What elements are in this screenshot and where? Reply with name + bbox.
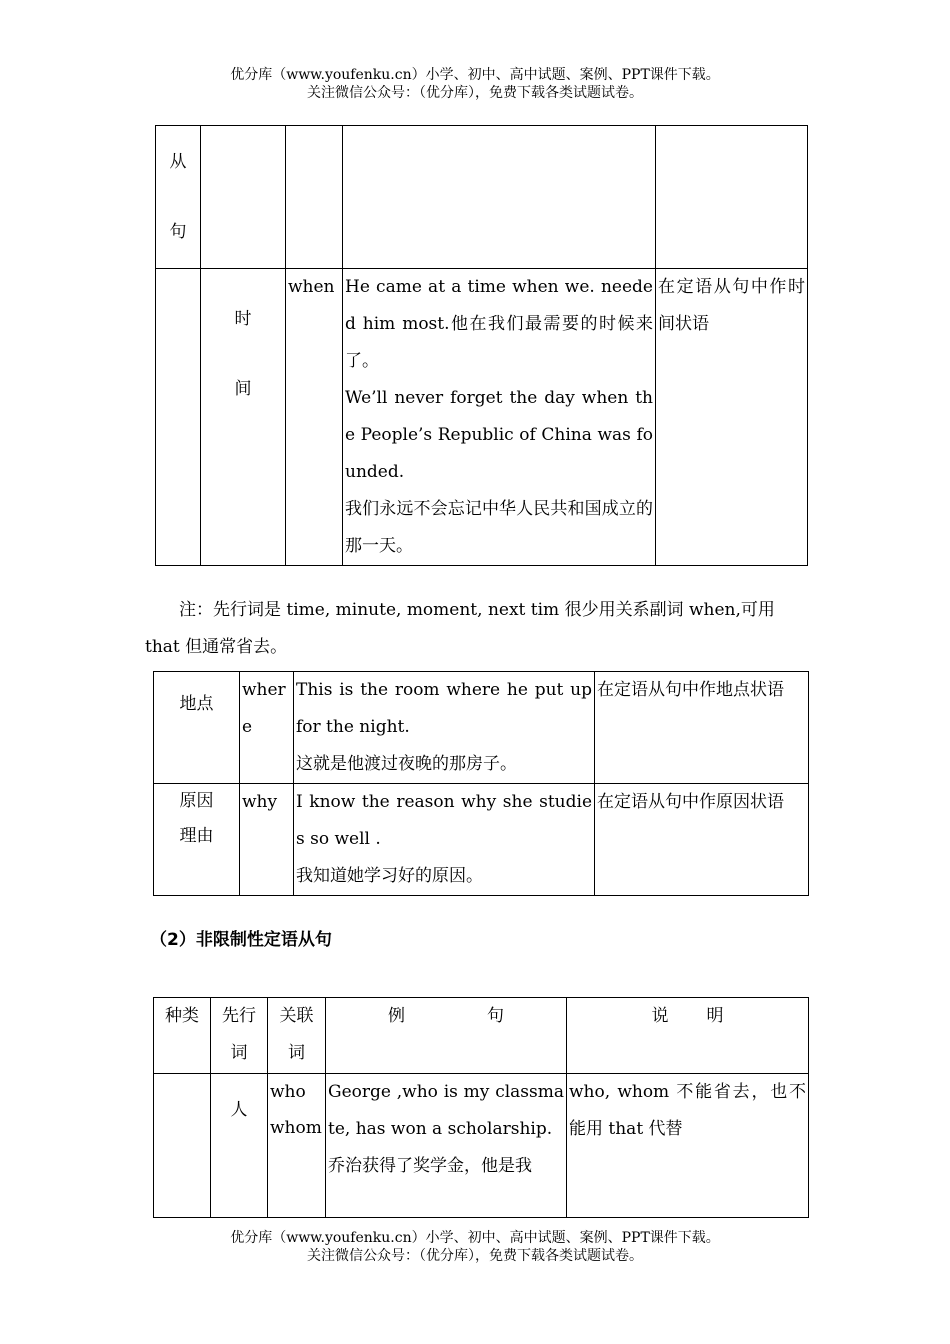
- empty-cell: [154, 1074, 211, 1218]
- header-antecedent-line-1: 先行: [222, 1006, 256, 1026]
- table-row: [156, 269, 808, 566]
- restrictive-clause-table-continued: [155, 125, 808, 566]
- example-sentence: This is the room where he put up for the night.: [296, 680, 592, 737]
- header-relative-line-1: 关联: [279, 1006, 314, 1026]
- footer-line-1: 优分库（www.youfenku.cn）小学、初中、高中试题、案例、PPT课件下载。: [230, 1230, 720, 1246]
- table-row: [156, 126, 808, 269]
- header-antecedent: [211, 998, 268, 1074]
- category-char-2: 句: [169, 222, 187, 242]
- relative-word-cell: when: [286, 269, 343, 566]
- relative-word-cell: [268, 1074, 326, 1218]
- explanation-cell: 在定语从句中作时间状语: [656, 269, 808, 566]
- example-translation: 这就是他渡过夜晚的那房子。: [296, 754, 517, 774]
- example-translation-2: 我们永远不会忘记中华人民共和国成立的那一天。: [345, 499, 653, 556]
- empty-cell: [343, 126, 656, 269]
- explanation-cell: 在定语从句中作原因状语: [595, 784, 809, 896]
- type-label-line-2: 理由: [179, 826, 214, 846]
- footer-line-2: 关注微信公众号：（优分库），免费下载各类试题试卷。: [307, 1248, 643, 1264]
- table-header-row: [154, 998, 809, 1074]
- relative-word-whom: whom: [270, 1118, 322, 1138]
- type-label-line-1: 原因: [179, 791, 214, 811]
- header-line-2: 关注微信公众号：（优分库），免费下载各类试题试卷。: [307, 85, 643, 101]
- header-line-1: 优分库（www.youfenku.cn）小学、初中、高中试题、案例、PPT课件下载。: [230, 67, 720, 83]
- example-cell: [294, 672, 595, 784]
- empty-cell: [201, 126, 286, 269]
- table-row: [154, 784, 809, 896]
- example-cell: [343, 269, 656, 566]
- example-translation: 我知道她学习好的原因。: [296, 866, 483, 886]
- header-kind: 种类: [154, 998, 211, 1074]
- header-relative-line-2: 词: [288, 1043, 305, 1063]
- header-example-char-2: 句: [487, 1006, 504, 1026]
- relative-word-who: who: [270, 1082, 306, 1102]
- table-row: [154, 672, 809, 784]
- header-example: [326, 998, 567, 1074]
- example-translation: 乔治获得了奖学金，他是我: [328, 1156, 532, 1176]
- page-footer: [0, 1229, 950, 1265]
- explanation-cell: 在定语从句中作地点状语: [595, 672, 809, 784]
- note-paragraph: 注：先行词是 time, minute, moment, next tim 很少用关系副词 when,可用 that 但通常省去。: [145, 600, 775, 657]
- example-sentence-1: He came at a time when we. needed him most.他在我们最需要的时候来了。: [345, 277, 653, 371]
- non-restrictive-clause-table: [153, 997, 809, 1218]
- example-cell: [326, 1074, 567, 1218]
- header-relative-word: [268, 998, 326, 1074]
- type-cell-place: [154, 672, 240, 784]
- category-cell: [156, 126, 201, 269]
- header-explanation-char-2: 明: [706, 1006, 724, 1026]
- type-char-1: 时: [234, 309, 252, 329]
- type-cell-time: [201, 269, 286, 566]
- header-explanation: [567, 998, 809, 1074]
- table-row: [154, 1074, 809, 1218]
- header-antecedent-line-2: 词: [230, 1043, 248, 1063]
- antecedent-cell: [211, 1074, 268, 1218]
- empty-cell: [156, 269, 201, 566]
- type-cell-reason: [154, 784, 240, 896]
- header-explanation-char-1: 说: [651, 1006, 669, 1026]
- category-char-1: 从: [169, 152, 187, 172]
- page-header: [0, 66, 950, 102]
- section-title: （2）非限制性定语从句: [150, 930, 332, 950]
- example-sentence: I know the reason why she studies so well .: [296, 792, 592, 849]
- type-label: 地点: [179, 694, 214, 714]
- adverb-clause-table: [153, 671, 809, 896]
- relative-word-cell: where: [240, 672, 294, 784]
- type-char-2: 间: [234, 379, 252, 399]
- relative-word-cell: why: [240, 784, 294, 896]
- antecedent-person: 人: [230, 1100, 248, 1120]
- example-sentence-2: We’ll never forget the day when the People’s Republic of China was founded.: [345, 388, 653, 482]
- example-sentence: George ,who is my classmate, has won a scholarship.: [328, 1082, 564, 1139]
- empty-cell: [656, 126, 808, 269]
- explanation-cell: who, whom 不能省去，也不能用 that 代替: [567, 1074, 809, 1218]
- example-cell: [294, 784, 595, 896]
- header-example-char-1: 例: [388, 1006, 405, 1026]
- empty-cell: [286, 126, 343, 269]
